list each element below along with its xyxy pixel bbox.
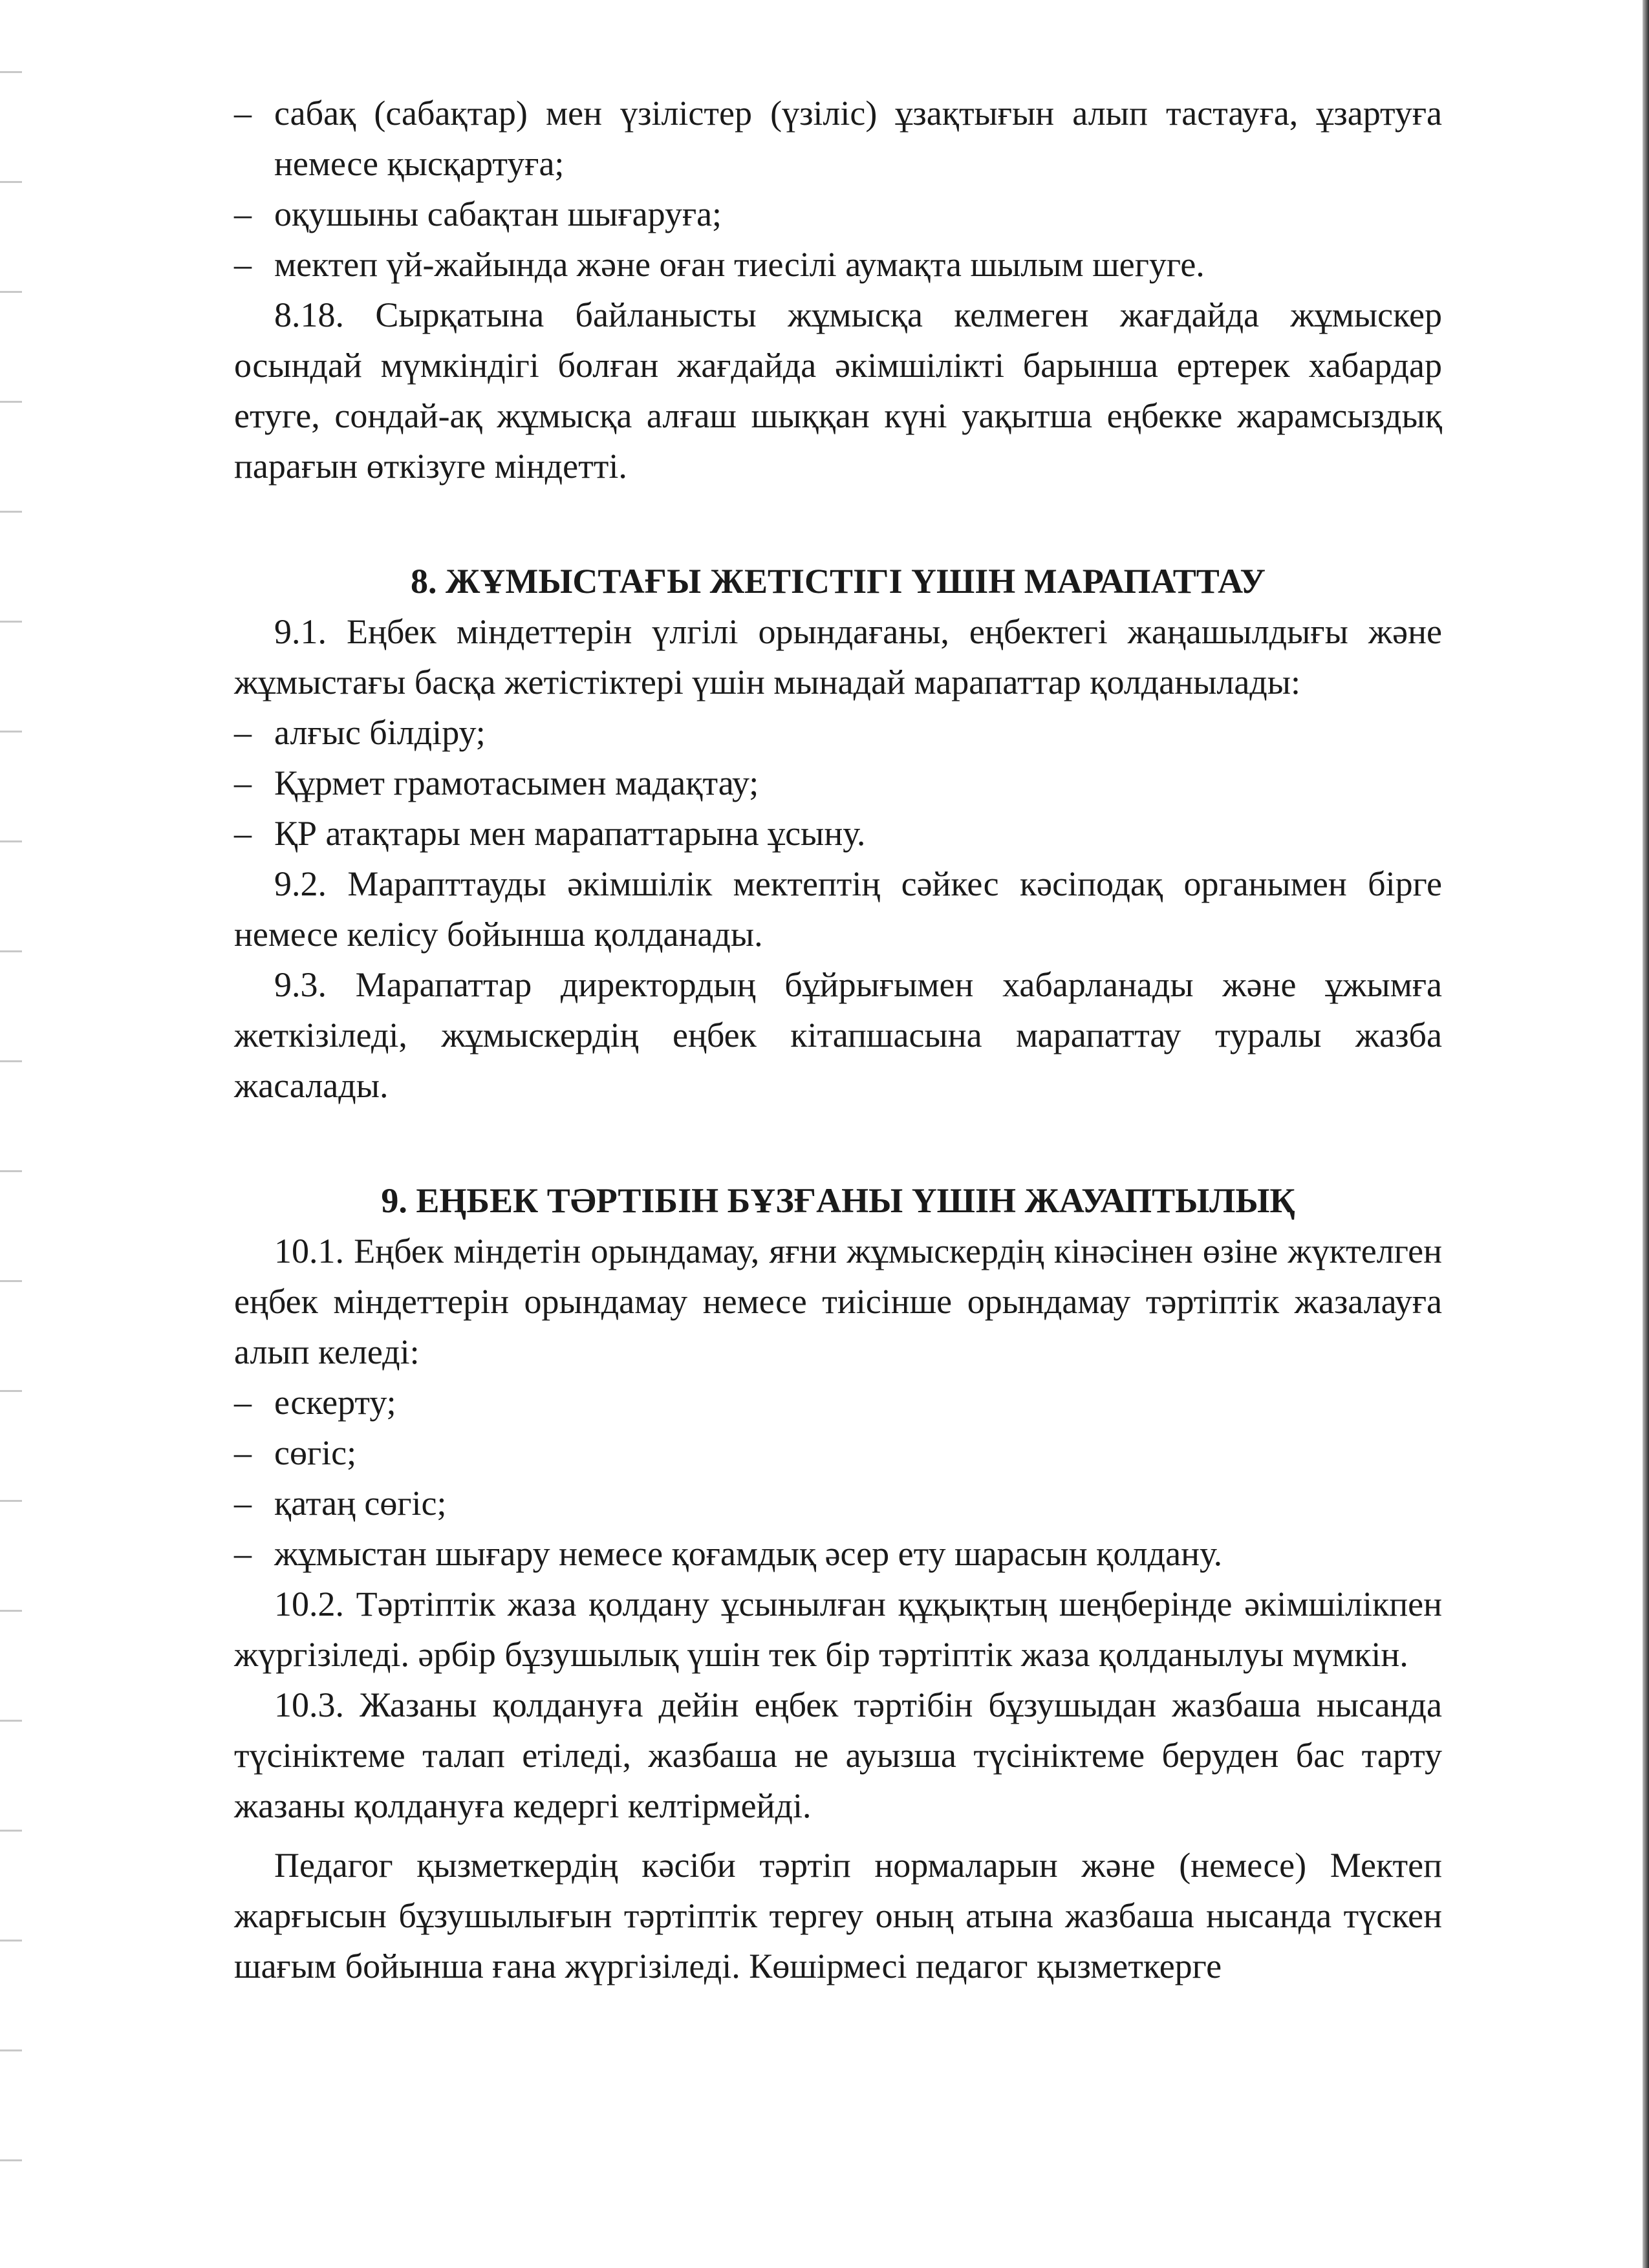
paragraph-8-18: 8.18. Сырқатына байланысты жұмысқа келмеген жағдайда жұмыскер осындай мүмкіндігі болған жағдайда әкімшілікті барынша ертерек хабардар етуге, сондай-ақ жұмысқа алғаш шыққан күні уақытша еңбекке жарамсыздық парағын өткізуге міндетті. [234, 295, 1442, 486]
scan-margin-mark [0, 1060, 22, 1062]
section-8 [234, 556, 1442, 1111]
list-item: – қатаң сөгіс; [234, 1478, 1442, 1528]
scan-margin-mark [0, 401, 22, 403]
scan-margin-mark [0, 1390, 22, 1392]
scan-margin-mark [0, 181, 22, 183]
scan-margin-mark [0, 1170, 22, 1172]
scan-margin-mark [0, 840, 22, 842]
scan-margin-mark [0, 2049, 22, 2051]
paragraph-10-1: 10.1. Еңбек міндетін орындамау, яғни жұмыскердің кінәсінен өзіне жүктелген еңбек міндеттерін орындамау немесе тиісінше орындамау тәртіптік жазалауға алып келеді: [234, 1232, 1442, 1371]
paragraph-9-2: 9.2. Марапттауды әкімшілік мектептің сәйкес кәсіподақ органымен бірге немесе келісу бойынша қолданады. [234, 864, 1442, 954]
list-item: – Құрмет грамотасымен мадақтау; [234, 758, 1442, 808]
scan-margin-mark [0, 1280, 22, 1282]
section-top [234, 88, 1442, 491]
scan-margin-mark [0, 621, 22, 623]
scan-margin-mark [0, 1940, 22, 1942]
list-item: – жұмыстан шығару немесе қоғамдық әсер ету шарасын қолдану. [234, 1528, 1442, 1579]
section-9 [234, 1175, 1442, 1991]
list-item: – сабақ (сабақтар) мен үзілістер (үзіліс) ұзақтығын алып тастауға, ұзартуға немесе қысқартуға; [234, 88, 1442, 189]
scan-margin-mark [0, 71, 22, 73]
scan-margin-mark [0, 1610, 22, 1612]
scan-margin-mark [0, 511, 22, 513]
paragraph-10-2: 10.2. Тәртіптік жаза қолдану ұсынылған құқықтың шеңберінде әкімшілікпен жүргізіледі. әрбір бұзушылық үшін тек бір тәртіптік жаза қолданылуы мүмкін. [234, 1585, 1442, 1674]
list-item: – мектеп үй-жайында және оған тиесілі аумақта шылым шегуге. [234, 239, 1442, 290]
section-heading: 8. ЖҰМЫСТАҒЫ ЖЕТІСТІГІ ҮШІН МАРАПАТТАУ [411, 562, 1266, 601]
scan-margin-mark [0, 1720, 22, 1722]
scan-margin-mark [0, 950, 22, 952]
list-item: – сөгіс; [234, 1428, 1442, 1478]
paragraph-closing: Педагог қызметкердің кәсіби тәртіп нормаларын және (немесе) Мектеп жарғысын бұзушылығын тәртіптік тергеу оның атына жазбаша нысанда түскен шағым бойынша ғана жүргізіледі. Көшірмесі педагог қызметкерге [234, 1846, 1442, 1985]
document-page [234, 88, 1442, 1991]
list-item: – ҚР атақтары мен марапаттарына ұсыну. [234, 808, 1442, 859]
scan-margin-mark [0, 1500, 22, 1502]
list-item: – алғыс білдіру; [234, 707, 1442, 758]
list-item: – оқушыны сабақтан шығаруға; [234, 189, 1442, 239]
scan-margin-mark [0, 731, 22, 733]
scan-margin-mark [0, 2159, 22, 2161]
paragraph-9-1: 9.1. Еңбек міндеттерін үлгілі орындағаны, еңбектегі жаңашылдығы және жұмыстағы басқа жетістіктері үшін мынадай марапаттар қолданылады: [234, 612, 1442, 701]
scan-margin-mark [0, 1830, 22, 1832]
section-heading: 9. ЕҢБЕК ТӘРТІБІН БҰЗҒАНЫ ҮШІН ЖАУАПТЫЛЫҚ [381, 1181, 1295, 1220]
scan-margin-mark [0, 291, 22, 293]
scan-edge-shadow [1643, 0, 1649, 2268]
paragraph-9-3: 9.3. Марапаттар директордың бұйрығымен хабарланады және ұжымға жеткізіледі, жұмыскердің еңбек кітапшасына марапаттау туралы жазба жасалады. [234, 965, 1442, 1105]
paragraph-10-3: 10.3. Жазаны қолдануға дейін еңбек тәртібін бұзушыдан жазбаша нысанда түсініктеме талап етіледі, жазбаша не ауызша түсініктеме беруден бас тарту жазаны қолдануға кедергі келтірмейді. [234, 1685, 1442, 1825]
list-item: – ескерту; [234, 1377, 1442, 1428]
